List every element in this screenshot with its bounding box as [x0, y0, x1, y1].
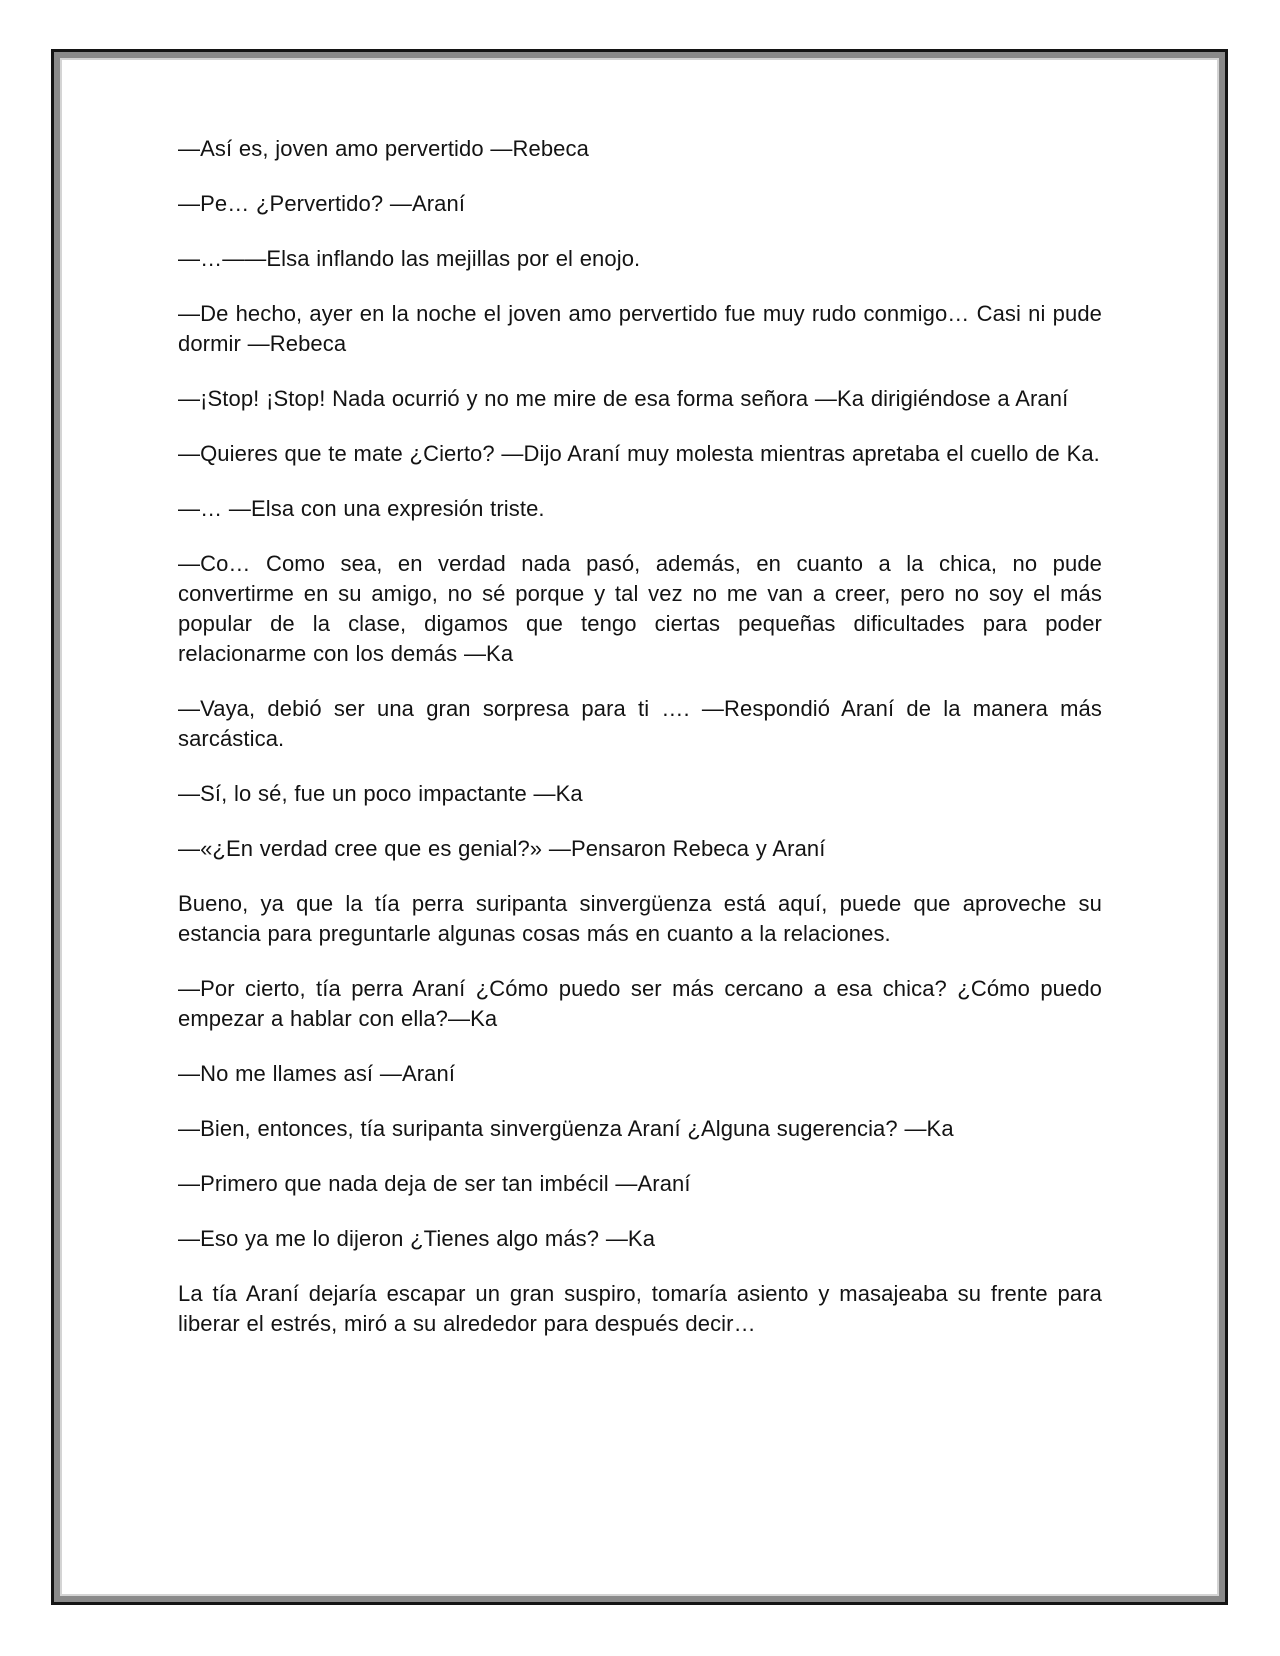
paragraph: Bueno, ya que la tía perra suripanta sinvergüenza está aquí, puede que aproveche su estancia para preguntarle algunas cosas más en cuanto a la relaciones. [178, 891, 1102, 946]
paragraph: —No me llames así —Araní [178, 1061, 456, 1086]
paragraph: —De hecho, ayer en la noche el joven amo pervertido fue muy rudo conmigo… Casi ni pude dormir —Rebeca [178, 301, 1102, 356]
paragraph: —«¿En verdad cree que es genial?» —Pensaron Rebeca y Araní [178, 836, 826, 861]
paragraph: La tía Araní dejaría escapar un gran suspiro, tomaría asiento y masajeaba su frente para liberar el estrés, miró a su alrededor para después decir… [178, 1281, 1102, 1336]
paragraph: —Así es, joven amo pervertido —Rebeca [178, 136, 589, 161]
paragraph: —Bien, entonces, tía suripanta sinvergüenza Araní ¿Alguna sugerencia? —Ka [178, 1116, 954, 1141]
paragraph: —Eso ya me lo dijeron ¿Tienes algo más? —Ka [178, 1226, 656, 1251]
paragraph: —Co… Como sea, en verdad nada pasó, además, en cuanto a la chica, no pude convertirme en su amigo, no sé porque y tal vez no me van a creer, pero no soy el más popular de la clase, digamos que tengo ciertas pequeñas dificultades para poder relacionarme con los demás —Ka [178, 551, 1102, 666]
paragraph: —Pe… ¿Pervertido? —Araní [178, 191, 466, 216]
paragraph: —Sí, lo sé, fue un poco impactante —Ka [178, 781, 583, 806]
paragraph: —Vaya, debió ser una gran sorpresa para ti …. —Respondió Araní de la manera más sarcástica. [178, 696, 1102, 751]
paragraph: —… —Elsa con una expresión triste. [178, 496, 545, 521]
paragraph: —Por cierto, tía perra Araní ¿Cómo puedo ser más cercano a esa chica? ¿Cómo puedo empezar a hablar con ella?—Ka [178, 976, 1102, 1031]
paragraph: —Quieres que te mate ¿Cierto? —Dijo Araní muy molesta mientras apretaba el cuello de Ka. [178, 441, 1100, 466]
paragraph: —¡Stop! ¡Stop! Nada ocurrió y no me mire de esa forma señora —Ka dirigiéndose a Araní [178, 386, 1069, 411]
paragraph: —Primero que nada deja de ser tan imbécil —Araní [178, 1171, 691, 1196]
paragraph: —…——Elsa inflando las mejillas por el enojo. [178, 246, 641, 271]
document-text-block [178, 134, 1102, 1364]
